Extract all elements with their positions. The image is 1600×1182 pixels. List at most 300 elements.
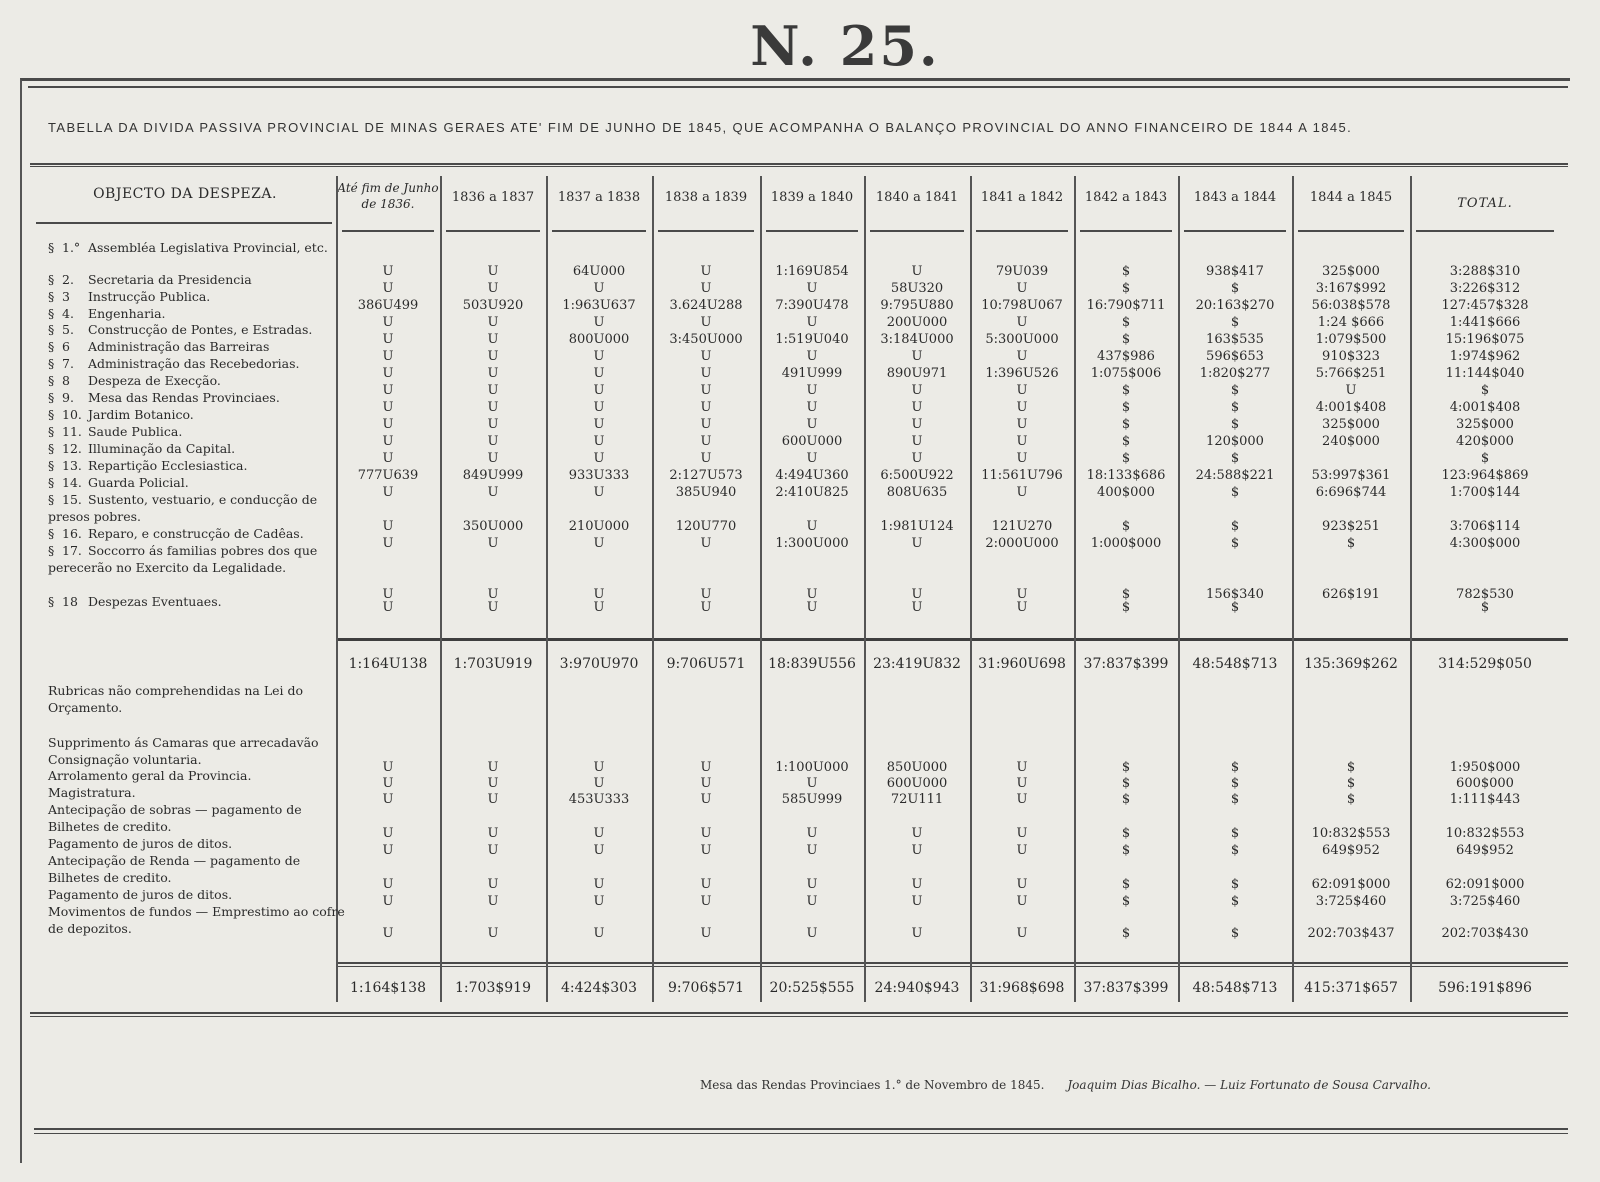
section-sign-icon: § [48, 458, 55, 473]
column-header-rule [1298, 230, 1404, 232]
table-cell: U [593, 383, 605, 398]
item-label: Soccorro ás familias pobres dos que perecerão no Exercito da Legalidade. [48, 543, 318, 575]
list-item [48, 289, 336, 306]
table-cell: 53:997$361 [1311, 468, 1391, 483]
table-cell: $ [1121, 926, 1131, 941]
table-cell: 850U000 [886, 760, 948, 775]
table-cell: U [806, 400, 818, 415]
table-cell: 1:700$144 [1449, 485, 1521, 500]
table-cell: 156$340 [1206, 587, 1264, 602]
table-cell: $ [1230, 926, 1240, 941]
table-cell: 386U499 [357, 298, 419, 313]
total-rule-1 [336, 962, 1568, 964]
grand-total-cell: 1:703$919 [455, 980, 531, 996]
table-cell: 3:706$114 [1449, 519, 1521, 534]
table-cell: U [382, 776, 394, 791]
table-cell: U [806, 349, 818, 364]
item-number: 15. [62, 492, 82, 507]
table-cell: $ [1230, 451, 1240, 466]
table-cell: $ [1480, 383, 1490, 398]
table-cell: U [1016, 760, 1028, 775]
table-cell: 62:091$000 [1311, 877, 1391, 892]
table-cell: 800U000 [568, 332, 630, 347]
table-cell: U [911, 400, 923, 415]
item-label: Administração das Recebedorias. [84, 356, 300, 371]
table-cell: $ [1121, 792, 1131, 807]
table-cell: 600U000 [886, 776, 948, 791]
table-cell: U [700, 760, 712, 775]
table-cell: 325$000 [1322, 417, 1380, 432]
table-cell: U [806, 926, 818, 941]
table-cell: 585U999 [781, 792, 843, 807]
table-cell: 127:457$328 [1441, 298, 1529, 313]
table-cell: U [806, 894, 818, 909]
section-sign-icon: § [48, 240, 55, 255]
table-cell: U [806, 383, 818, 398]
subtotal-cell: 9:706U571 [666, 656, 746, 672]
subtotal-cell: 1:703U919 [453, 656, 533, 672]
list-item: Supprimento ás Camaras que arrecadavão Consignação voluntaria. [48, 735, 319, 767]
table-cell: U [1016, 485, 1028, 500]
subtotal-rule [336, 638, 1568, 641]
item-number: 8 [62, 373, 70, 388]
column-header-rule [1184, 230, 1286, 232]
item-number: 13. [62, 458, 82, 473]
section-sign-icon: § [48, 306, 55, 321]
table-cell: U [700, 281, 712, 296]
table-cell: 72U111 [890, 792, 944, 807]
table-cell: 24:588$221 [1195, 468, 1275, 483]
item-label: Engenharia. [84, 306, 166, 321]
column-header-rule [976, 230, 1068, 232]
table-cell: U [1016, 776, 1028, 791]
table-cell: U [700, 451, 712, 466]
table-cell: 503U920 [462, 298, 524, 313]
section-sign-icon: § [48, 272, 55, 287]
table-cell: 1:519U040 [775, 332, 849, 347]
table-cell: U [1016, 383, 1028, 398]
table-cell: 7:390U478 [775, 298, 849, 313]
table-cell: $ [1121, 383, 1131, 398]
table-cell: U [487, 366, 499, 381]
table-cell: $ [1230, 792, 1240, 807]
table-cell: $ [1230, 843, 1240, 858]
table-cell: 910$323 [1322, 349, 1380, 364]
table-cell: 6:500U922 [880, 468, 954, 483]
column-header-rule [658, 230, 754, 232]
table-cell: U [382, 877, 394, 892]
table-cell: 62:091$000 [1445, 877, 1525, 892]
table-cell: $ [1121, 315, 1131, 330]
table-cell: 2:000U000 [985, 536, 1059, 551]
column-header: 1837 a 1838 [557, 190, 641, 205]
table-cell: U [911, 926, 923, 941]
table-cell: U [382, 315, 394, 330]
table-cell: U [382, 281, 394, 296]
table-cell: 350U000 [462, 519, 524, 534]
column-header: 1844 a 1845 [1309, 190, 1393, 205]
table-cell: $ [1230, 776, 1240, 791]
table-cell: U [700, 587, 712, 602]
table-cell: U [593, 451, 605, 466]
table-cell: U [1016, 587, 1028, 602]
table-cell: 10:798U067 [981, 298, 1063, 313]
table-cell: 600$000 [1456, 776, 1514, 791]
table-cell: 240$000 [1322, 434, 1380, 449]
subtotal-cell: 314:529$050 [1438, 656, 1532, 672]
table-cell: U [487, 600, 499, 615]
table-cell: U [382, 434, 394, 449]
table-cell: U [806, 826, 818, 841]
grand-total-cell: 9:706$571 [668, 980, 744, 996]
table-cell: 649$952 [1456, 843, 1514, 858]
table-cell: 420$000 [1456, 434, 1514, 449]
table-cell: U [1016, 315, 1028, 330]
list-item [48, 424, 336, 441]
table-cell: U [382, 826, 394, 841]
table-cell: $ [1121, 400, 1131, 415]
section-sign-icon: § [48, 475, 55, 490]
table-cell: 10:832$553 [1311, 826, 1391, 841]
column-header: Até fim de Junho de 1836. [337, 181, 439, 211]
item-number: 18 [62, 594, 78, 609]
table-cell: 56:038$578 [1311, 298, 1391, 313]
table-cell: U [593, 434, 605, 449]
table-cell: U [1016, 792, 1028, 807]
table-cell: 10:832$553 [1445, 826, 1525, 841]
section-sign-icon: § [48, 390, 55, 405]
grand-total-cell: 31:968$698 [979, 980, 1065, 996]
item-label: Guarda Policial. [84, 475, 189, 490]
table-cell: U [700, 349, 712, 364]
table-cell: 1:981U124 [880, 519, 954, 534]
table-cell: 3:226$312 [1449, 281, 1521, 296]
table-cell: 325$000 [1456, 417, 1514, 432]
table-cell: 3:725$460 [1449, 894, 1521, 909]
section-sign-icon: § [48, 407, 55, 422]
subtotal-cell: 31:960U698 [978, 656, 1066, 672]
grand-total-cell: 48:548$713 [1192, 980, 1278, 996]
table-cell: 1:820$277 [1199, 366, 1271, 381]
item-label: Despezas Eventuaes. [84, 594, 222, 609]
table-cell: 1:963U637 [562, 298, 636, 313]
section-sign-icon: § [48, 339, 55, 354]
table-cell: U [911, 349, 923, 364]
table-cell: $ [1230, 281, 1240, 296]
table-cell: 5:300U000 [985, 332, 1059, 347]
section-sign-icon: § [48, 356, 55, 371]
table-cell: U [700, 400, 712, 415]
table-cell: 5:766$251 [1315, 366, 1387, 381]
table-cell: $ [1480, 451, 1490, 466]
table-cell: U [487, 894, 499, 909]
table-cell: U [593, 349, 605, 364]
table-cell: U [382, 519, 394, 534]
table-cell: U [487, 315, 499, 330]
table-cell: 1:974$962 [1449, 349, 1521, 364]
table-cell: $ [1121, 600, 1131, 615]
grand-total-cell: 24:940$943 [874, 980, 960, 996]
table-cell: U [806, 281, 818, 296]
table-cell: U [1016, 281, 1028, 296]
table-cell: $ [1230, 600, 1240, 615]
table-cell: U [382, 264, 394, 279]
table-cell: U [911, 894, 923, 909]
table-cell: 202:703$430 [1441, 926, 1529, 941]
item-label: Instrucção Publica. [84, 289, 211, 304]
table-cell: U [911, 600, 923, 615]
item-number: 6 [62, 339, 70, 354]
table-cell: U [593, 877, 605, 892]
table-cell: U [382, 366, 394, 381]
table-cell: 64U000 [572, 264, 626, 279]
table-cell: 453U333 [568, 792, 630, 807]
table-cell: 890U971 [886, 366, 948, 381]
table-cell: U [593, 281, 605, 296]
table-cell: U [382, 536, 394, 551]
table-cell: 1:169U854 [775, 264, 849, 279]
list-item [48, 306, 336, 323]
bottom-rule-1 [30, 1012, 1568, 1014]
table-cell: 1:000$000 [1090, 536, 1162, 551]
column-header: 1836 a 1837 [451, 190, 535, 205]
table-cell: 163$535 [1206, 332, 1264, 347]
table-cell: U [1345, 383, 1357, 398]
table-cell: U [382, 600, 394, 615]
table-cell: 777U639 [357, 468, 419, 483]
footer-line [700, 1078, 1431, 1092]
subtotal-cell: 1:164U138 [348, 656, 428, 672]
section-sign-icon: § [48, 492, 55, 507]
table-cell: $ [1230, 400, 1240, 415]
section-sign-icon: § [48, 373, 55, 388]
list-item [48, 339, 336, 356]
table-cell: 9:795U880 [880, 298, 954, 313]
table-cell: $ [1121, 587, 1131, 602]
table-cell: $ [1230, 877, 1240, 892]
table-cell: $ [1346, 776, 1356, 791]
list-item [48, 441, 336, 458]
table-cell: U [911, 417, 923, 432]
table-cell: U [382, 417, 394, 432]
item-label: Construcção de Pontes, e Estradas. [84, 322, 313, 337]
list-item: Antecipação de sobras — pagamento de Bilhetes de credito. [48, 802, 302, 834]
table-cell: U [911, 843, 923, 858]
table-cell: U [1016, 349, 1028, 364]
subtotal-cell: 23:419U832 [873, 656, 961, 672]
table-cell: $ [1346, 792, 1356, 807]
closing-rule-1 [34, 1128, 1568, 1130]
table-cell: 849U999 [462, 468, 524, 483]
top-rule [28, 86, 1568, 88]
table-cell: $ [1346, 536, 1356, 551]
table-cell: U [382, 485, 394, 500]
table-cell: 4:494U360 [775, 468, 849, 483]
table-cell: 200U000 [886, 315, 948, 330]
item-label: Mesa das Rendas Provinciaes. [84, 390, 280, 405]
table-cell: $ [1346, 760, 1356, 775]
table-cell: $ [1121, 894, 1131, 909]
table-cell: $ [1121, 519, 1131, 534]
list-item [48, 407, 336, 424]
table-cell: U [487, 587, 499, 602]
table-cell: U [806, 315, 818, 330]
section-sign-icon: § [48, 424, 55, 439]
table-cell: U [700, 383, 712, 398]
table-cell: 4:001$408 [1315, 400, 1387, 415]
table-cell: U [911, 536, 923, 551]
list-item [48, 594, 336, 611]
grand-total-cell: 4:424$303 [561, 980, 637, 996]
subtotal-cell: 135:369$262 [1304, 656, 1398, 672]
column-header: 1839 a 1840 [770, 190, 854, 205]
header-rule-top [30, 163, 1568, 165]
table-cell: 120U770 [675, 519, 737, 534]
table-cell: 11:561U796 [981, 468, 1063, 483]
table-cell: U [487, 451, 499, 466]
item-number: 2. [62, 272, 74, 287]
table-cell: U [593, 776, 605, 791]
table-cell: U [382, 349, 394, 364]
table-cell: 325$000 [1322, 264, 1380, 279]
table-cell: U [806, 600, 818, 615]
table-cell: 3:167$992 [1315, 281, 1387, 296]
closing-rule-2 [34, 1133, 1568, 1134]
item-number: 5. [62, 322, 74, 337]
table-cell: 782$530 [1456, 587, 1514, 602]
section-sign-icon: § [48, 441, 55, 456]
table-cell: 20:163$270 [1195, 298, 1275, 313]
item-label: Secretaria da Presidencia [84, 272, 252, 287]
table-cell: U [911, 826, 923, 841]
table-cell: U [593, 760, 605, 775]
table-cell: U [593, 926, 605, 941]
table-cell: 79U039 [995, 264, 1049, 279]
total-rule-2 [336, 966, 1568, 967]
column-header: 1840 a 1841 [875, 190, 959, 205]
list-item [48, 373, 336, 390]
table-cell: 596$653 [1206, 349, 1264, 364]
table-cell: U [382, 843, 394, 858]
item-number: 11. [62, 424, 82, 439]
table-cell: 1:24 $666 [1317, 315, 1385, 330]
table-cell: 3:288$310 [1449, 264, 1521, 279]
item-number: 14. [62, 475, 82, 490]
table-cell: U [382, 587, 394, 602]
table-cell: U [1016, 926, 1028, 941]
item-number: 17. [62, 543, 82, 558]
table-cell: 11:144$040 [1445, 366, 1525, 381]
section-sign-icon: § [48, 289, 55, 304]
table-cell: U [593, 485, 605, 500]
subtotal-cell: 37:837$399 [1083, 656, 1169, 672]
table-cell: U [382, 894, 394, 909]
table-cell: U [806, 587, 818, 602]
table-cell: U [911, 434, 923, 449]
table-cell: U [593, 826, 605, 841]
table-cell: $ [1230, 315, 1240, 330]
table-cell: $ [1230, 417, 1240, 432]
table-cell: 123:964$869 [1441, 468, 1529, 483]
column-header-rule [446, 230, 540, 232]
table-cell: 4:300$000 [1449, 536, 1521, 551]
table-cell: 3:725$460 [1315, 894, 1387, 909]
list-item: Magistratura. [48, 785, 136, 800]
table-cell: U [487, 434, 499, 449]
table-cell: 626$191 [1322, 587, 1380, 602]
table-cell: 938$417 [1206, 264, 1264, 279]
table-cell: 58U320 [890, 281, 944, 296]
column-header: 1841 a 1842 [980, 190, 1064, 205]
footer-place-date: Mesa das Rendas Provinciaes 1.° de Novembro de 1845. [700, 1078, 1045, 1092]
item-number: 10. [62, 407, 82, 422]
item-label: Sustento, vestuario, e conducção de presos pobres. [48, 492, 318, 524]
table-cell: U [806, 843, 818, 858]
table-cell: U [487, 776, 499, 791]
table-cell: $ [1230, 519, 1240, 534]
table-cell: $ [1121, 451, 1131, 466]
table-cell: 1:300U000 [775, 536, 849, 551]
table-cell: U [487, 332, 499, 347]
table-cell: U [911, 451, 923, 466]
table-cell: U [382, 760, 394, 775]
list-item [48, 390, 336, 407]
table-cell: U [700, 366, 712, 381]
table-cell: 923$251 [1322, 519, 1380, 534]
table-cell: U [806, 451, 818, 466]
list-item: Movimentos de fundos — Emprestimo ao cofre de depozitos. [48, 904, 345, 936]
item-label: Despeza de Execção. [84, 373, 221, 388]
column-header-rule [1416, 230, 1554, 232]
item-number: 16. [62, 526, 82, 541]
table-cell: U [911, 264, 923, 279]
list-item [48, 492, 336, 526]
item-label: Illuminação da Capital. [84, 441, 236, 456]
section-sign-icon: § [48, 594, 55, 609]
table-cell: U [700, 877, 712, 892]
item-number: 9. [62, 390, 74, 405]
table-cell: U [806, 417, 818, 432]
table-cell: U [593, 400, 605, 415]
table-cell: 16:790$711 [1086, 298, 1166, 313]
table-cell: U [911, 877, 923, 892]
table-cell: 210U000 [568, 519, 630, 534]
column-header-rule [342, 230, 434, 232]
table-cell: 1:950$000 [1449, 760, 1521, 775]
table-cell: $ [1230, 383, 1240, 398]
table-cell: 1:100U000 [775, 760, 849, 775]
table-cell: 4:001$408 [1449, 400, 1521, 415]
list-item: Pagamento de juros de ditos. [48, 836, 233, 851]
table-cell: 933U333 [568, 468, 630, 483]
table-cell: U [700, 776, 712, 791]
table-cell: U [382, 383, 394, 398]
item-number: 7. [62, 356, 74, 371]
table-cell: U [1016, 400, 1028, 415]
table-cell: 2:127U573 [669, 468, 743, 483]
table-cell: U [1016, 826, 1028, 841]
table-cell: U [487, 792, 499, 807]
table-cell: 120$000 [1206, 434, 1264, 449]
header-rule-top-2 [30, 166, 1568, 167]
list-item [48, 240, 336, 257]
list-item [48, 475, 336, 492]
table-cell: U [1016, 417, 1028, 432]
table-cell: 649$952 [1322, 843, 1380, 858]
list-item [48, 543, 336, 577]
table-cell: U [700, 926, 712, 941]
table-cell: 808U635 [886, 485, 948, 500]
